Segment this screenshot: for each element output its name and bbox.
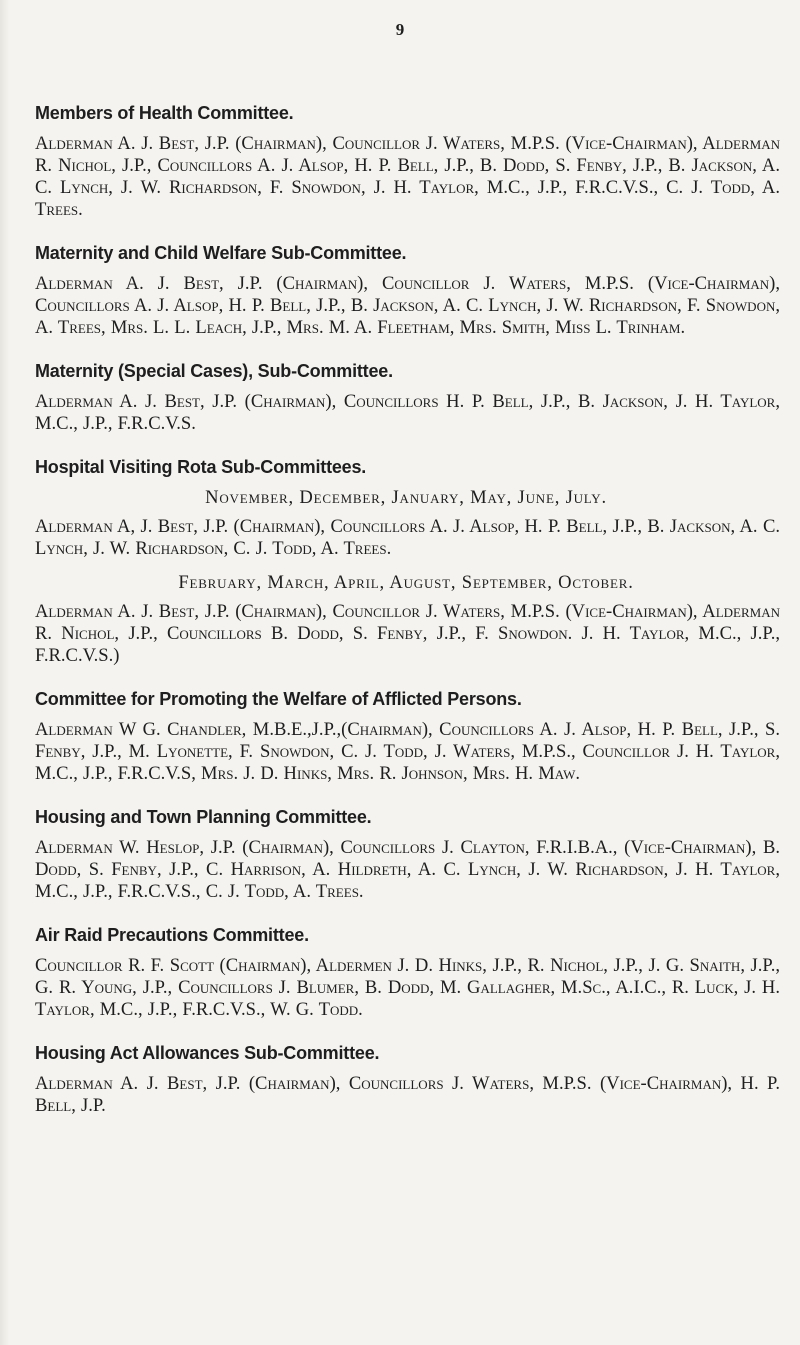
section-body: Alderman W. Heslop, J.P. (Chairman), Councillors J. Clayton, F.R.I.B.A., (Vice-Chairman), B. Dodd, S. Fenby, J.P., C. Harrison, A. Hildreth, A. C. Lynch, J. W. Richardson, J. H. Taylor, M.C., J.P., F.R.C.V.S., C. J. Todd, A. Trees. xyxy=(35,837,780,902)
section-heading: Maternity (Special Cases), Sub-Committee. xyxy=(35,361,393,381)
section-body: Councillor R. F. Scott (Chairman), Aldermen J. D. Hinks, J.P., R. Nichol, J.P., J. G. Snaith, J.P., G. R. Young, J.P., Councillors J. Blumer, B. Dodd, M. Gallagher, M.Sc., A.I.C., R. Luck, J. H. Taylor, M.C., J.P., F.R.C.V.S., W. G. Todd. xyxy=(35,955,780,1020)
section-heading: Housing Act Allowances Sub-Committee. xyxy=(35,1043,380,1063)
section-maternity-child-welfare xyxy=(32,242,780,339)
page-number: 9 xyxy=(395,20,405,39)
section-body: Alderman A, J. Best, J.P. (Chairman), Councillors A. J. Alsop, H. P. Bell, J.P., B. Jackson, A. C. Lynch, J. W. Richardson, C. J. Todd, A. Trees. xyxy=(35,516,780,559)
rota-months-second: February, March, April, August, September, October. xyxy=(178,572,634,593)
section-heading: Hospital Visiting Rota Sub-Committees. xyxy=(35,457,367,477)
section-heading: Air Raid Precautions Committee. xyxy=(35,925,309,945)
section-housing-town-planning xyxy=(32,806,780,903)
section-heading: Housing and Town Planning Committee. xyxy=(35,807,372,827)
section-heading: Maternity and Child Welfare Sub-Committee. xyxy=(35,243,407,263)
section-air-raid-precautions xyxy=(32,924,780,1021)
section-body: Alderman A. J. Best, J.P. (Chairman), Councillors H. P. Bell, J.P., B. Jackson, J. H. Taylor, M.C., J.P., F.R.C.V.S. xyxy=(35,391,780,434)
rota-months-first: November, December, January, May, June, July. xyxy=(205,487,607,508)
section-heading: Members of Health Committee. xyxy=(35,103,294,123)
spacer xyxy=(32,560,780,572)
section-maternity-special-cases xyxy=(32,360,780,435)
section-body: Alderman A. J. Best, J.P. (Chairman), Councillor J. Waters, M.P.S. (Vice-Chairman), Alderman R. Nichol, J.P., Councillors B. Dodd, S. Fenby, J.P., F. Snowdon. J. H. Taylor, M.C., J.P., F.R.C.V.S.) xyxy=(35,601,780,666)
section-body: Alderman A. J. Best, J.P. (Chairman), Councillor J. Waters, M.P.S. (Vice-Chairman), Councillors A. J. Alsop, H. P. Bell, J.P., B. Jackson, A. C. Lynch, J. W. Richardson, F. Snowdon, A. Trees, Mrs. L. L. Leach, J.P., Mrs. M. A. Fleetham, Mrs. Smith, Miss L. Trinham. xyxy=(35,273,780,338)
section-body: Alderman A. J. Best, J.P. (Chairman), Councillor J. Waters, M.P.S. (Vice-Chairman), Alderman R. Nichol, J.P., Councillors A. J. Alsop, H. P. Bell, J.P., B. Dodd, S. Fenby, J.P., B. Jackson, A. C. Lynch, J. W. Richardson, F. Snowdon, J. H. Taylor, M.C., J.P., F.R.C.V.S., C. J. Todd, A. Trees. xyxy=(35,133,780,220)
section-housing-act-allowances xyxy=(32,1042,780,1117)
section-hospital-visiting-rota xyxy=(32,456,780,667)
page-edge-shadow xyxy=(0,0,9,1345)
section-heading: Committee for Promoting the Welfare of Afflicted Persons. xyxy=(35,689,522,709)
section-health-committee xyxy=(32,102,780,221)
page-content xyxy=(32,102,780,1138)
section-afflicted-persons xyxy=(32,688,780,785)
section-body: Alderman A. J. Best, J.P. (Chairman), Councillors J. Waters, M.P.S. (Vice-Chairman), H. P. Bell, J.P. xyxy=(35,1073,780,1116)
section-body: Alderman W G. Chandler, M.B.E.,J.P.,(Chairman), Councillors A. J. Alsop, H. P. Bell, J.P., S. Fenby, J.P., M. Lyonette, F. Snowdon, C. J. Todd, J. Waters, M.P.S., Councillor J. H. Taylor, M.C., J.P., F.R.C.V.S, Mrs. J. D. Hinks, Mrs. R. Johnson, Mrs. H. Maw. xyxy=(35,719,780,784)
